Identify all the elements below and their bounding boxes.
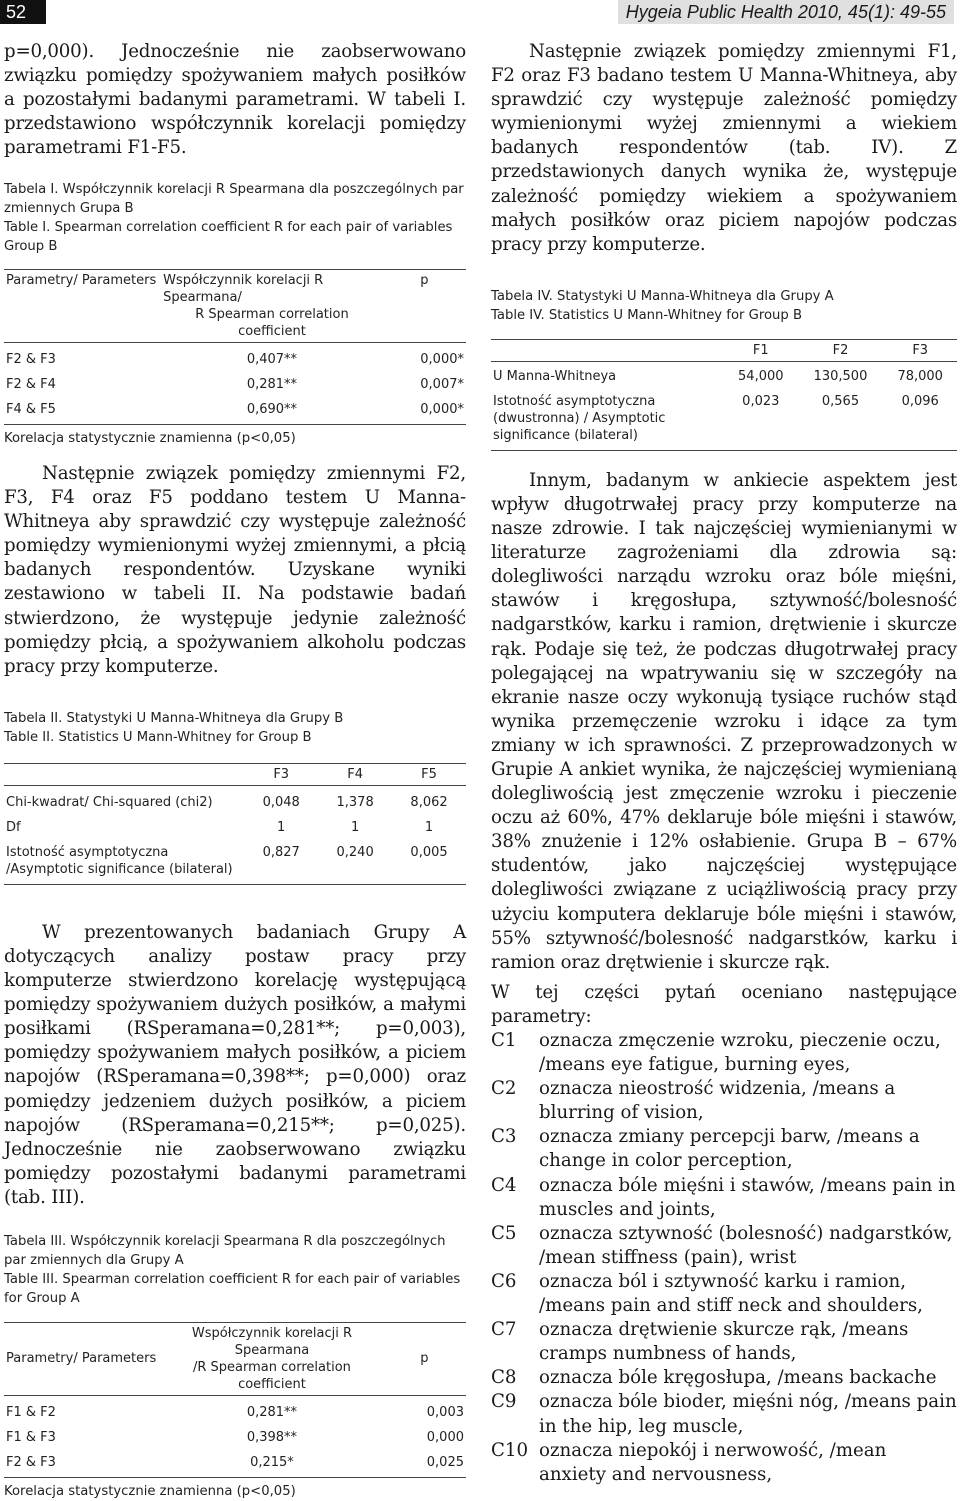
cell: 1,378 bbox=[336, 794, 374, 810]
cell: 0,690** bbox=[246, 402, 298, 417]
cell: 8,062 bbox=[410, 794, 448, 810]
cell: Chi-kwadrat/ Chi-squared (chi2) bbox=[6, 794, 213, 810]
table-note: Korelacja statystycznie znamienna (p<0,05) bbox=[4, 431, 296, 446]
column-header: F3 bbox=[273, 766, 290, 782]
journal-citation: Hygeia Public Health 2010, 45(1): 49-55 bbox=[618, 0, 954, 24]
table-note: Korelacja statystycznie znamienna (p<0,05) bbox=[4, 1483, 296, 1499]
table-row bbox=[4, 343, 466, 371]
column-header-line: Współczynnik korelacji R Spearmana/ bbox=[163, 273, 324, 305]
cell: 0,096 bbox=[901, 393, 939, 409]
table-row bbox=[491, 361, 957, 387]
column-header: Parametry/ Parameters bbox=[6, 273, 157, 288]
caption-en: Table I. Spearman correlation coefficient R for each pair of variables Group B bbox=[4, 220, 453, 254]
param-code: C7 bbox=[491, 1319, 517, 1341]
paragraph: W prezentowanych badaniach Grupy A dotyczących analizy postaw pracy przy komputerze stwierdzono korelację występującą pomiędzy spożywaniem dużych posiłków, a małymi posiłkami (RSperamana=0,281**; p=0,003), pomiędzy spożywaniem małych posiłków, a piciem napojów (RSperamana=0,398**; p=0,000) oraz pomiędzy jedzeniem dużych posiłków, a piciem napojów (RSperamana=0,215**; p=0,025). Jednocześnie nie zaobserwowano związku pomiędzy pozostałymi badanymi parametrami (tab. III). bbox=[4, 921, 466, 1208]
cell: Df bbox=[6, 819, 21, 835]
column-header bbox=[161, 270, 383, 343]
list-item bbox=[491, 1125, 957, 1173]
list-item bbox=[491, 1270, 957, 1318]
table-row bbox=[491, 387, 957, 451]
param-code: C1 bbox=[491, 1030, 517, 1051]
cell: 0,281** bbox=[246, 377, 298, 392]
cell: 78,000 bbox=[897, 368, 943, 384]
page-number: 52 bbox=[0, 0, 46, 24]
param-desc: oznacza niepokój i nerwowość, /mean anxiety and nervousness, bbox=[539, 1439, 887, 1485]
table-4-caption bbox=[491, 287, 957, 325]
column-header: p bbox=[420, 273, 429, 288]
paragraph: Następnie związek pomiędzy zmiennymi F2, F3, F4 oraz F5 poddano testem U Manna-Whitneya aby sprawdzić czy występuje zależność pomiędzy wymienionymi wyżej zmiennymi, a płcią badanych respondentów. Uzyskane wyniki zestawiono w tabeli II. Na podstawie badań stwierdzono, że występuje jedynie zależność pomiędzy płcią, a spożywaniem alkoholu podczas pracy przy komputerze. bbox=[4, 463, 466, 677]
table-row bbox=[4, 370, 466, 395]
column-header: F1 bbox=[752, 342, 769, 358]
cell: 0,000* bbox=[420, 402, 464, 417]
table-2-caption bbox=[4, 709, 466, 747]
param-code: C4 bbox=[491, 1174, 517, 1196]
param-desc: oznacza sztywność (bolesność) nadgarstków, /mean stiffness (pain), wrist bbox=[539, 1222, 953, 1268]
caption-pl: Tabela II. Statystyki U Manna-Whitneya dla Grupy B bbox=[4, 710, 344, 726]
cell: 1 bbox=[350, 819, 360, 835]
param-code: C3 bbox=[491, 1126, 517, 1148]
cell: 0,000* bbox=[420, 352, 464, 367]
table-1 bbox=[4, 269, 466, 425]
table-2 bbox=[4, 763, 466, 885]
caption-en: Table IV. Statistics U Mann-Whitney for Group B bbox=[491, 307, 803, 323]
param-desc: oznacza zmęczenie wzroku, pieczenie oczu, /means eye fatigue, burning eyes, bbox=[539, 1030, 941, 1076]
cell: 0,000 bbox=[426, 1429, 464, 1445]
cell: 0,215* bbox=[250, 1454, 294, 1470]
list-item bbox=[491, 1077, 957, 1125]
column-header: Parametry/ Parameters bbox=[6, 1351, 157, 1367]
cell: 0,281** bbox=[246, 1404, 298, 1420]
table-3-caption bbox=[4, 1232, 466, 1308]
right-column bbox=[491, 40, 957, 1487]
cell: F2 & F3 bbox=[6, 352, 56, 367]
table-3 bbox=[4, 1322, 466, 1478]
cell: 0,005 bbox=[410, 844, 448, 860]
cell: 0,398** bbox=[246, 1429, 298, 1445]
column-header: F5 bbox=[421, 766, 437, 782]
cell: F2 & F4 bbox=[6, 377, 56, 392]
cell: 54,000 bbox=[738, 368, 784, 384]
table-row bbox=[4, 838, 466, 885]
table-4 bbox=[491, 339, 957, 451]
column-header-line: Współczynnik korelacji R Spearmana bbox=[191, 1325, 353, 1358]
column-header: F4 bbox=[347, 766, 363, 782]
cell: 0,023 bbox=[742, 393, 780, 409]
paragraph: Innym, badanym w ankiecie aspektem jest wpływ długotrwałej pracy przy komputerze na nasze zdrowie. I tak najczęściej wymienianymi w literaturze zagrożeniami dla zdrowia są: dolegliwości narządu wzroku oraz bóle mięśni, stawów i kręgosłupa, sztywność/bolesność nadgarstków, karku i ramion, drętwienie i skurcze rąk. Podaje się też, że podczas długotrwałej pracy polegającej na wpatrywaniu się w szczegóły na ekranie nasze oczy wykonują tysiące ruchów stąd wynika przemęczenie wzroku i idące za tym zmiany w ich sprawności. Z przeprowadzonych w Grupie A ankiet wynika, że najczęściej wymienianą dolegliwością jest zmęczenie wzroku i pieczenie oczu aż 60%, 47% deklaruje bóle mięśni i stawów, 38% znużenie i 12% osłabienie. Grupa B – 67% studentów, jako najczęściej występujące dolegliwości związane z uciążliwością pracy przy użyciu komputera deklaruje bóle mięśni i stawów, 55% sztywność/bolesność nadgarstków, karku i ramion oraz drętwienie i skurcze rąk. bbox=[491, 469, 957, 973]
list-item bbox=[491, 1318, 957, 1366]
cell: 0,025 bbox=[426, 1454, 464, 1470]
cell: Istotność asymptotyczna (dwustronna) / Asymptotic significance (bilateral) bbox=[493, 393, 666, 443]
table-row bbox=[4, 1395, 466, 1423]
cell: F2 & F3 bbox=[6, 1454, 56, 1470]
caption-pl: Tabela III. Współczynnik korelacji Spearmana R dla poszczególnych par zmiennych dla Grupy A bbox=[4, 1233, 446, 1268]
cell: 0,240 bbox=[336, 844, 374, 860]
left-column bbox=[4, 40, 466, 1501]
cell: Istotność asymptotyczna /Asymptotic significance (bilateral) bbox=[6, 844, 233, 877]
cell: 0,048 bbox=[262, 794, 300, 810]
cell: 0,565 bbox=[821, 393, 860, 409]
cell: F1 & F2 bbox=[6, 1404, 56, 1420]
table-1-caption bbox=[4, 180, 466, 256]
param-desc: oznacza ból i sztywność karku i ramion, /means pain and stiff neck and shoulders, bbox=[539, 1270, 923, 1317]
column-header: F2 bbox=[832, 342, 849, 358]
page-header bbox=[0, 0, 960, 26]
paragraph: W tej części pytań oceniano następujące parametry: bbox=[491, 981, 957, 1027]
caption-en: Table III. Spearman correlation coefficient R for each pair of variables for Group A bbox=[4, 1271, 461, 1306]
caption-pl: Tabela I. Współczynnik korelacji R Spearmana dla poszczególnych par zmiennych Grupa B bbox=[4, 182, 464, 216]
param-desc: oznacza bóle bioder, mięśni nóg, /means pain in the hip, leg muscle, bbox=[539, 1391, 957, 1437]
column-header-empty bbox=[4, 763, 244, 785]
caption-pl: Tabela IV. Statystyki U Manna-Whitneya dla Grupy A bbox=[491, 288, 834, 304]
table-row bbox=[4, 395, 466, 425]
cell: U Manna-Whitneya bbox=[493, 368, 617, 384]
column-header-line: /R Spearman correlation coefficient bbox=[193, 1359, 351, 1392]
cell: 1 bbox=[277, 819, 286, 835]
list-item bbox=[491, 1222, 957, 1270]
param-code: C8 bbox=[491, 1367, 517, 1389]
caption-en: Table II. Statistics U Mann-Whitney for Group B bbox=[4, 729, 312, 745]
column-header: F3 bbox=[912, 342, 929, 358]
table-row bbox=[4, 1448, 466, 1478]
cell: 130,500 bbox=[813, 368, 868, 384]
param-desc: oznacza bóle mięśni i stawów, /means pain in muscles and joints, bbox=[539, 1174, 956, 1220]
paragraph: Następnie związek pomiędzy zmiennymi F1, F2 oraz F3 badano testem U Manna-Whitneya, aby sprawdzić czy występuje zależność pomiędzy wymienionymi wyżej zmiennymi a wiekiem badanych respondentów (tab. IV). Z przedstawionych danych wynika że, występuje zależność pomiędzy wiekiem a spożywaniem małych posiłków oraz piciem napojów podczas pracy przy komputerze. bbox=[491, 41, 957, 255]
list-item bbox=[491, 1390, 957, 1438]
param-code: C10 bbox=[491, 1439, 529, 1461]
column-header bbox=[161, 1322, 383, 1395]
cell: 0,003 bbox=[426, 1404, 464, 1420]
paragraph: p=0,000). Jednocześnie nie zaobserwowano związku pomiędzy spożywaniem małych posiłków a pozostałymi badanymi parametrami. W tabeli I. przedstawiono współczynnik korelacji pomiędzy parametrami F1-F5. bbox=[4, 41, 466, 159]
list-item bbox=[491, 1366, 957, 1390]
column-header-line: R Spearman correlation coefficient bbox=[195, 307, 349, 339]
table-row bbox=[4, 785, 466, 813]
param-desc: oznacza nieostrość widzenia, /means a blurring of vision, bbox=[539, 1078, 896, 1124]
list-item bbox=[491, 1174, 957, 1222]
column-header: p bbox=[420, 1351, 429, 1367]
list-item bbox=[491, 1029, 957, 1077]
table-row bbox=[4, 1423, 466, 1448]
cell: 0,827 bbox=[262, 844, 300, 860]
parameter-list bbox=[491, 1029, 957, 1487]
param-code: C9 bbox=[491, 1391, 517, 1413]
cell: F1 & F3 bbox=[6, 1429, 56, 1445]
column-header-empty bbox=[491, 339, 724, 361]
param-desc: oznacza bóle kręgosłupa, /means backache bbox=[539, 1367, 937, 1389]
cell: 0,007* bbox=[420, 377, 464, 392]
param-desc: oznacza drętwienie skurcze rąk, /means cramps numbness of hands, bbox=[539, 1319, 909, 1365]
cell: 0,407** bbox=[246, 352, 298, 367]
param-code: C5 bbox=[491, 1222, 517, 1244]
cell: 1 bbox=[424, 819, 434, 835]
list-item bbox=[491, 1439, 957, 1487]
cell: F4 & F5 bbox=[6, 402, 56, 417]
param-code: C6 bbox=[491, 1270, 517, 1292]
param-desc: oznacza zmiany percepcji barw, /means a change in color perception, bbox=[539, 1126, 920, 1172]
param-code: C2 bbox=[491, 1078, 517, 1100]
table-row bbox=[4, 813, 466, 838]
